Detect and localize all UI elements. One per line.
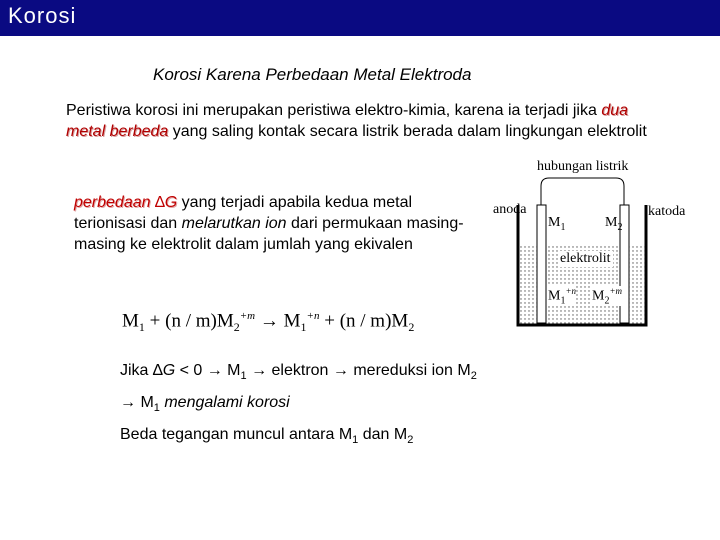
section-subtitle: Korosi Karena Perbedaan Metal Elektroda (153, 65, 472, 84)
elektrolit-label: elektrolit (560, 251, 611, 266)
electrode-m1 (537, 205, 546, 323)
para2-text-2: dari permukaan masing-masing ke elektrolit dalam jumlah yang ekivalen (74, 215, 464, 253)
ion-m2-label: $M_2^{+m}$ (592, 286, 623, 307)
m2-label: $M_2$ (605, 215, 623, 233)
melarutkan-ion-text: melarutkan ion (181, 215, 287, 232)
ion-m1-label: $M_1^{+n}$ (548, 286, 577, 307)
statement-line-2: → $M_1$ mengalami korosi (120, 394, 290, 415)
slide-title: Korosi (8, 3, 77, 28)
intro-paragraph (66, 100, 666, 142)
intro-text-2: yang saling kontak secara listrik berada dalam lingkungan elektrolit (168, 123, 647, 140)
katoda-label: katoda (648, 204, 686, 219)
statement-line-3: Beda tegangan muncul antara $M_1$ dan $M_2$ (120, 426, 414, 447)
intro-highlight: dua metal berbeda (66, 102, 629, 140)
intro-text-1: Peristiwa korosi ini merupakan peristiwa elektro-kimia, karena ia terjadi jika (66, 102, 602, 119)
delta-g-paragraph (74, 192, 474, 255)
para2-text-1: yang terjadi apabila kedua metal terionisasi dan (74, 194, 413, 232)
wire-connection (541, 178, 624, 205)
hubungan-listrik-label: hubungan listrik (537, 159, 629, 174)
m1-label: $M_1$ (548, 215, 566, 233)
reaction-equation: $M_1 + (n / m)M_2^{+m} \to M_1^{+n} + (n / m)M_2$ (122, 310, 415, 335)
g-symbol: G (164, 194, 178, 211)
perbedaan-text: perbedaan (74, 194, 155, 211)
delta-symbol: ∆ (154, 194, 165, 211)
title-bar (0, 0, 720, 36)
statement-line-1: Jika $\Delta G < 0 \to M_1$ → elektron → mereduksi ion $M_2$ (120, 362, 477, 383)
anoda-label: anoda (493, 202, 527, 217)
